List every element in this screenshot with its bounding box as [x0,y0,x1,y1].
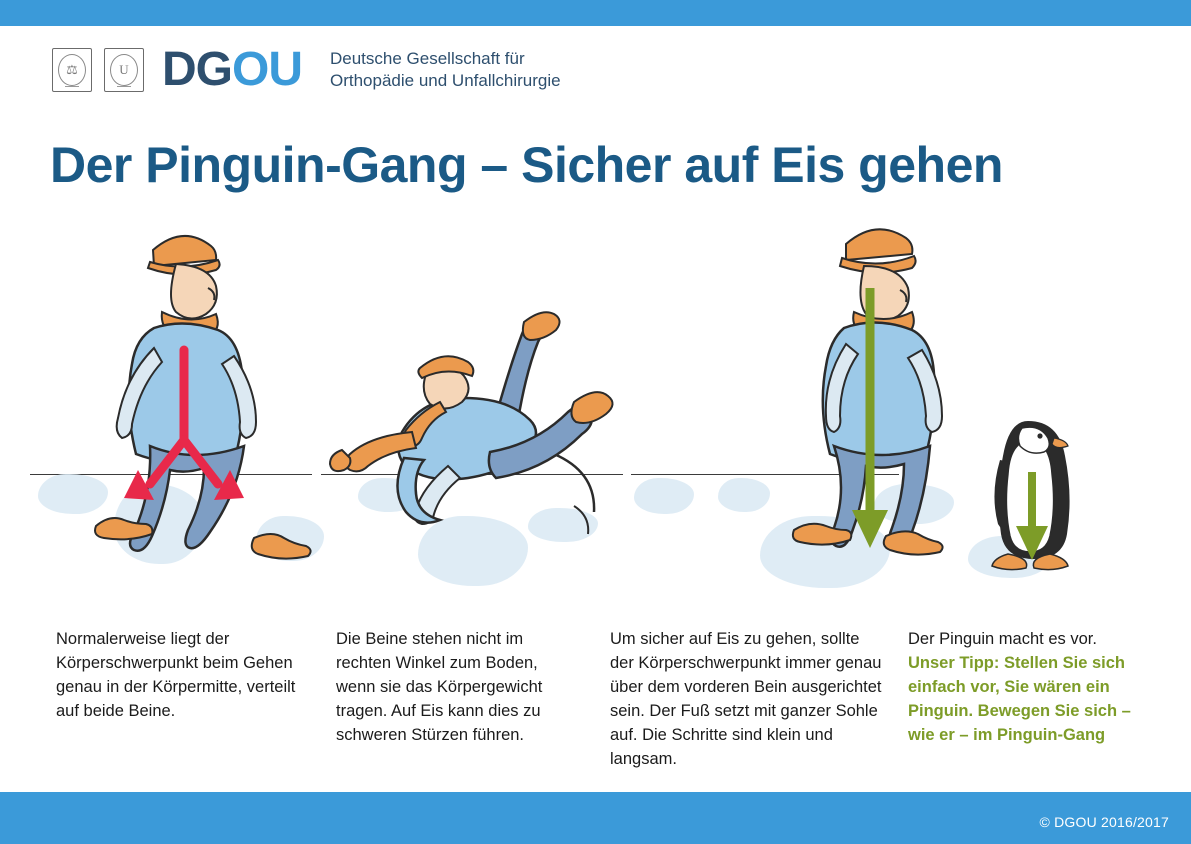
illustration-stage [18,216,1173,626]
caption-column-2 [336,628,581,748]
seal-left-glyph: ⚖ [66,62,78,77]
seal-right-glyph: U [119,62,129,77]
seal-right-icon [104,48,144,92]
bottom-bar [0,792,1191,844]
header-logo [52,43,561,96]
organisation-line-2: Orthopädie und Unfallchirurgie [330,71,561,90]
copyright-text: © DGOU 2016/2017 [1039,814,1169,830]
caption-text-1: Normalerweise liegt der Körperschwerpunkt beim Gehen genau in der Körpermitte, verteilt auf beide Beine. [56,630,296,720]
organisation-line-1: Deutsche Gesellschaft für [330,48,525,68]
ice-patch [634,478,694,514]
seal-left-icon [52,48,92,92]
logo-wordmark [162,43,302,96]
caption-text-4: Der Pinguin macht es vor. [908,630,1097,648]
ice-patch [718,478,770,512]
caption-row [18,628,1173,778]
page-title: Der Pinguin-Gang – Sicher auf Eis gehen [50,137,1003,193]
logo-main-text: DG [162,43,232,96]
caption-column-3 [610,628,882,772]
caption-column-4 [908,628,1148,748]
left-gutter [0,26,18,792]
top-bar [0,0,1191,26]
figure-walking-person [58,208,358,588]
figure-falling-person [328,276,638,576]
logo-accent-text: OU [232,43,302,96]
caption-column-1 [56,628,314,724]
organisation-name [330,48,561,92]
caption-text-3: Um sicher auf Eis zu gehen, sollte der Körperschwerpunkt immer genau über dem vorderen Bein ausgerichtet sein. Der Fuß setzt mit ganzer Sohle auf. Die Schritte sind klein und langsam. [610,630,882,768]
caption-text-2: Die Beine stehen nicht im rechten Winkel zum Boden, wenn sie das Körpergewicht tragen. Auf Eis kann dies zu schweren Stürzen führen. [336,630,543,744]
figure-penguin [970,406,1110,596]
tip-text: Unser Tipp: Stellen Sie sich einfach vor, Sie wären ein Pinguin. Bewegen Sie sich – wie er – im Pinguin-Gang [908,653,1131,744]
